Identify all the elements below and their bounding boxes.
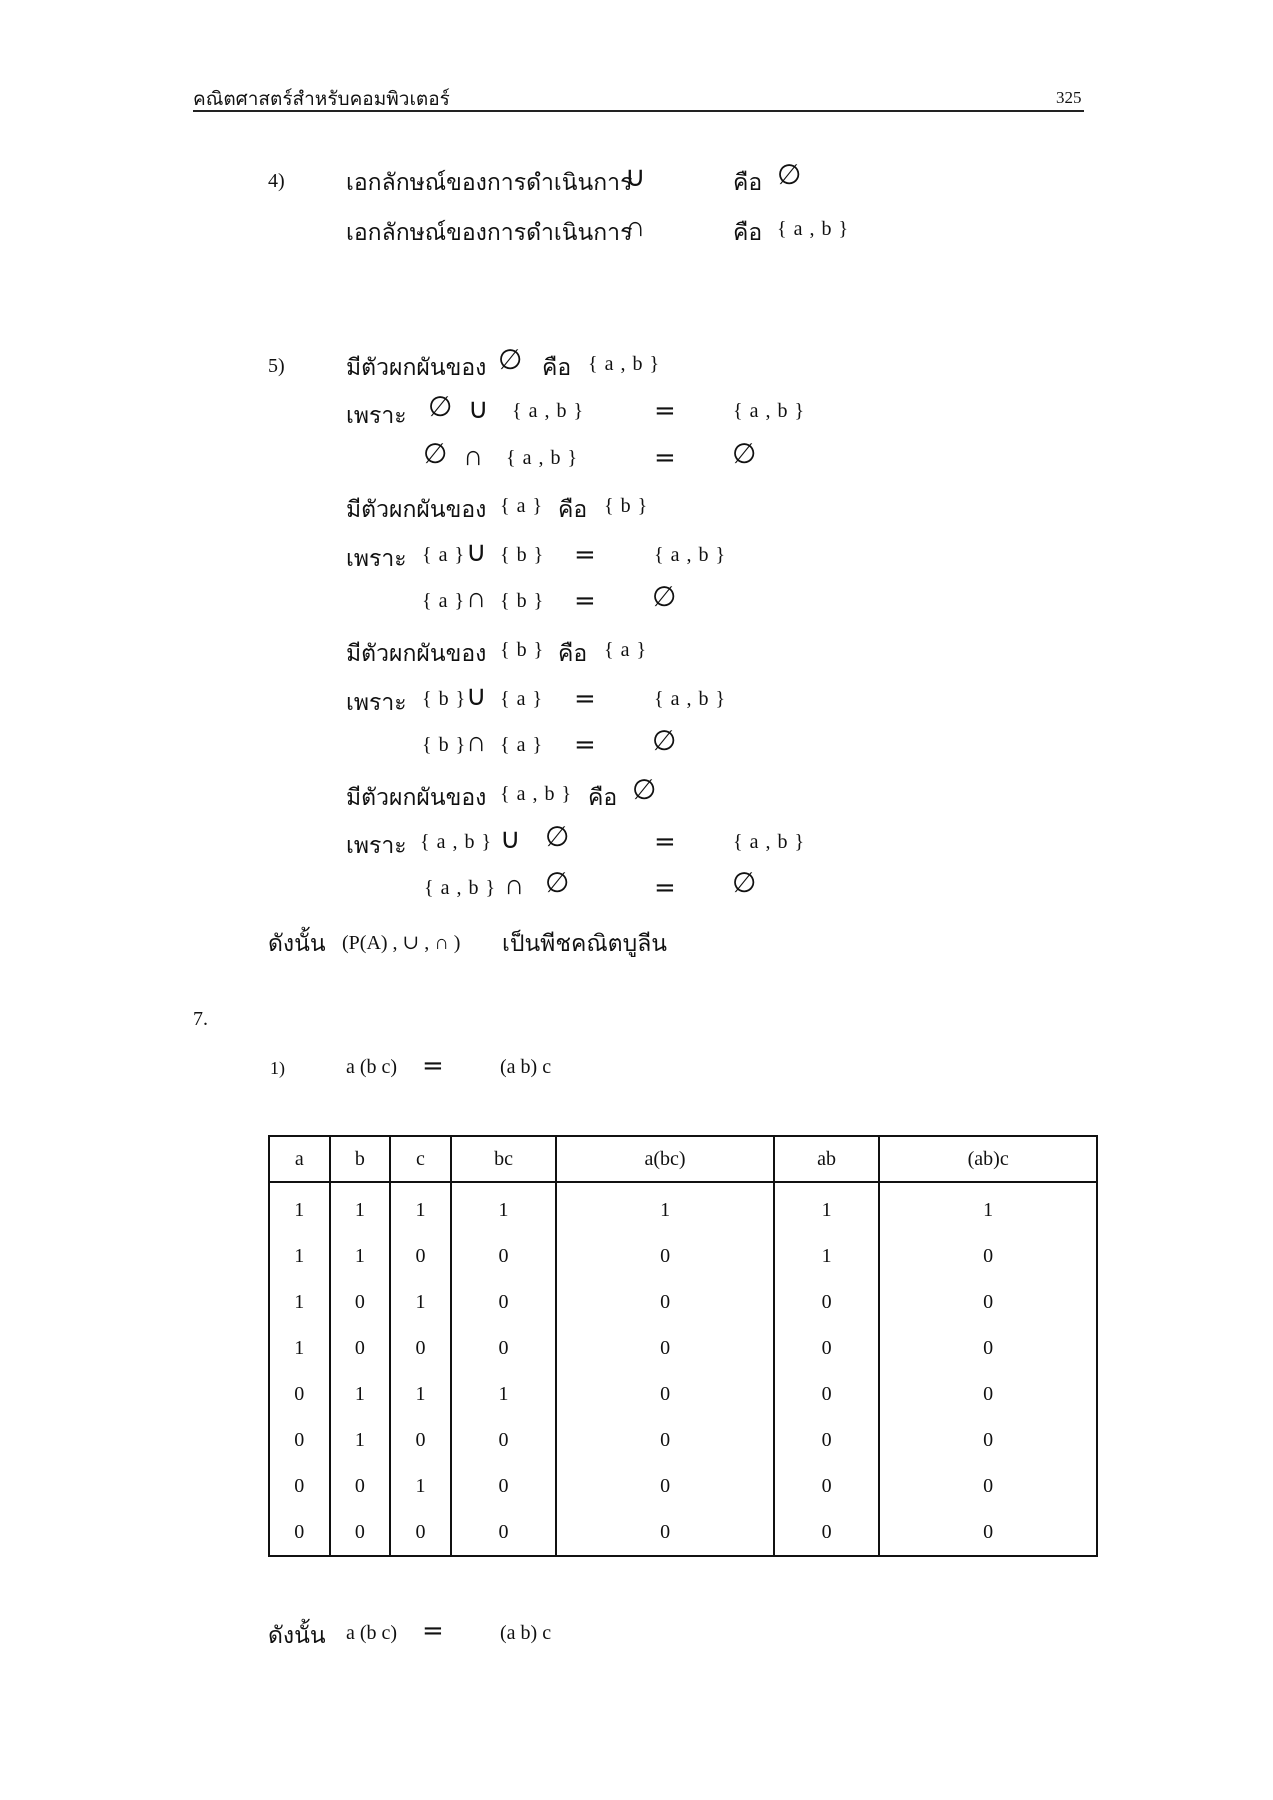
equals-sign: = [574, 730, 596, 760]
table-cell: 1 [451, 1371, 557, 1417]
column-header-b: b [330, 1136, 391, 1182]
column-header-ab-c: (ab)c [879, 1136, 1097, 1182]
table-cell: 1 [330, 1371, 391, 1417]
table-cell: 1 [330, 1417, 391, 1463]
inverse-element: { a } [500, 495, 544, 517]
is-text: คือ [588, 785, 618, 810]
because-text: เพราะ [346, 546, 407, 571]
union-symbol: ∪ [468, 392, 489, 425]
table-cell: 0 [390, 1325, 451, 1371]
item-4-label: 4) [268, 170, 285, 192]
inverse-value: { b } [604, 495, 649, 517]
table-cell: 0 [269, 1463, 330, 1509]
table-cell: 0 [774, 1463, 880, 1509]
operand-a: ∅ [423, 437, 448, 470]
conclusion-suffix: เป็นพีชคณิตบูลีน [502, 931, 668, 956]
union-symbol: ∪ [466, 535, 487, 568]
table-cell: 1 [269, 1233, 330, 1279]
table-cell: 0 [330, 1279, 391, 1325]
table-cell: 1 [451, 1182, 557, 1233]
equals-sign: = [654, 827, 676, 857]
inverse-statement-prefix: มีตัวผกผันของ [346, 497, 487, 522]
table-row [269, 1371, 1097, 1417]
table-cell: 1 [390, 1279, 451, 1325]
column-header-a: a [269, 1136, 330, 1182]
table-cell: 0 [774, 1417, 880, 1463]
because-text: เพราะ [346, 403, 407, 428]
item-7-label: 7. [193, 1008, 208, 1030]
operand-b: { a } [500, 688, 544, 710]
table-cell: 0 [269, 1371, 330, 1417]
table-row [269, 1417, 1097, 1463]
union-symbol: ∪ [625, 160, 646, 193]
table-row [269, 1509, 1097, 1556]
table-cell: 0 [879, 1509, 1097, 1556]
equals-sign: = [654, 873, 676, 903]
union-symbol: ∪ [466, 679, 487, 712]
table-cell: 0 [879, 1279, 1097, 1325]
result-value: { a , b } [733, 831, 806, 853]
table-row [269, 1182, 1097, 1233]
table-cell: 1 [390, 1182, 451, 1233]
truth-table [268, 1135, 1098, 1557]
table-cell: 0 [390, 1509, 451, 1556]
equals-sign: = [654, 443, 676, 473]
inverse-statement-prefix: มีตัวผกผันของ [346, 785, 487, 810]
table-cell: 0 [556, 1509, 774, 1556]
column-header-bc: bc [451, 1136, 557, 1182]
table-row [269, 1279, 1097, 1325]
boolean-structure: (P(A) , ∪ , ∩ ) [342, 932, 461, 954]
intersection-symbol: ∩ [625, 210, 646, 243]
operand-a: ∅ [428, 390, 453, 423]
table-cell: 0 [774, 1279, 880, 1325]
empty-set-symbol: ∅ [777, 158, 802, 191]
identity-value: { a , b } [777, 218, 850, 240]
table-cell: 0 [330, 1509, 391, 1556]
table-cell: 1 [390, 1371, 451, 1417]
inverse-value: { a , b } [588, 353, 661, 375]
identity-intersection-text: เอกลักษณ์ของการดำเนินการ [346, 220, 633, 245]
equals-sign: = [422, 1051, 444, 1081]
table-cell: 1 [330, 1233, 391, 1279]
table-cell: 0 [451, 1417, 557, 1463]
operand-a: { a , b } [424, 877, 497, 899]
conclusion-prefix: ดังนั้น [268, 1623, 326, 1648]
table-cell: 0 [451, 1279, 557, 1325]
table-cell: 0 [556, 1463, 774, 1509]
equals-sign: = [574, 540, 596, 570]
table-cell: 0 [451, 1233, 557, 1279]
table-cell: 0 [879, 1417, 1097, 1463]
table-cell: 1 [269, 1182, 330, 1233]
table-cell: 0 [879, 1233, 1097, 1279]
page-number: 325 [1056, 88, 1082, 107]
operand-b: { b } [500, 590, 545, 612]
equation-rhs: (a b) c [500, 1622, 552, 1644]
table-cell: 0 [556, 1279, 774, 1325]
table-cell: 0 [556, 1233, 774, 1279]
inverse-statement-prefix: มีตัวผกผันของ [346, 641, 487, 666]
table-cell: 1 [330, 1182, 391, 1233]
table-cell: 1 [269, 1325, 330, 1371]
table-cell: 0 [556, 1371, 774, 1417]
table-cell: 0 [330, 1325, 391, 1371]
equation-rhs: (a b) c [500, 1056, 552, 1078]
table-cell: 0 [556, 1417, 774, 1463]
sub-item-1-label: 1) [270, 1058, 285, 1078]
result-value: { a , b } [733, 400, 806, 422]
table-cell: 1 [774, 1233, 880, 1279]
table-cell: 1 [390, 1463, 451, 1509]
equation-lhs: a (b c) [346, 1622, 398, 1644]
table-cell: 0 [774, 1325, 880, 1371]
equals-sign: = [422, 1616, 444, 1646]
result-value: ∅ [732, 437, 757, 470]
column-header-c: c [390, 1136, 451, 1182]
table-cell: 1 [774, 1182, 880, 1233]
intersection-symbol: ∩ [504, 868, 525, 901]
table-cell: 0 [879, 1325, 1097, 1371]
operand-b: { a , b } [506, 447, 579, 469]
table-cell: 0 [451, 1463, 557, 1509]
table-cell: 0 [451, 1509, 557, 1556]
inverse-element: ∅ [498, 343, 523, 376]
inverse-element: { b } [500, 639, 545, 661]
equation-lhs: a (b c) [346, 1056, 398, 1078]
result-value: { a , b } [654, 544, 727, 566]
inverse-statement-prefix: มีตัวผกผันของ [346, 355, 487, 380]
is-text: คือ [542, 355, 572, 380]
result-value: ∅ [652, 724, 677, 757]
equals-sign: = [574, 684, 596, 714]
operand-a: { a } [422, 590, 466, 612]
table-cell: 1 [879, 1182, 1097, 1233]
is-text: คือ [558, 497, 588, 522]
operand-a: { a } [422, 544, 466, 566]
inverse-element: { a , b } [500, 783, 573, 805]
table-cell: 0 [390, 1417, 451, 1463]
equals-sign: = [654, 396, 676, 426]
identity-union-text: เอกลักษณ์ของการดำเนินการ [346, 170, 633, 195]
table-row [269, 1463, 1097, 1509]
inverse-value: { a } [604, 639, 648, 661]
operand-a: { b } [422, 734, 467, 756]
column-header-a-bc: a(bc) [556, 1136, 774, 1182]
table-cell: 0 [269, 1417, 330, 1463]
is-text: คือ [733, 170, 763, 195]
is-text: คือ [733, 220, 763, 245]
table-cell: 0 [879, 1371, 1097, 1417]
operand-b: { a } [500, 734, 544, 756]
table-cell: 0 [879, 1463, 1097, 1509]
because-text: เพราะ [346, 833, 407, 858]
intersection-symbol: ∩ [466, 725, 487, 758]
column-header-ab: ab [774, 1136, 880, 1182]
operand-b: { b } [500, 544, 545, 566]
operand-a: { a , b } [420, 831, 493, 853]
is-text: คือ [558, 641, 588, 666]
inverse-value: ∅ [632, 773, 657, 806]
operand-a: { b } [422, 688, 467, 710]
table-cell: 1 [269, 1279, 330, 1325]
result-value: ∅ [732, 866, 757, 899]
table-cell: 0 [269, 1509, 330, 1556]
table-cell: 0 [556, 1325, 774, 1371]
header-rule [193, 110, 1084, 112]
table-cell: 0 [774, 1371, 880, 1417]
table-cell: 0 [390, 1233, 451, 1279]
table-cell: 0 [330, 1463, 391, 1509]
table-cell: 0 [774, 1509, 880, 1556]
intersection-symbol: ∩ [466, 581, 487, 614]
running-header-title: คณิตศาสตร์สำหรับคอมพิวเตอร์ [193, 89, 450, 110]
table-row [269, 1233, 1097, 1279]
operand-b: ∅ [545, 866, 570, 899]
result-value: { a , b } [654, 688, 727, 710]
because-text: เพราะ [346, 690, 407, 715]
equals-sign: = [574, 586, 596, 616]
operand-b: ∅ [545, 820, 570, 853]
intersection-symbol: ∩ [463, 439, 484, 472]
table-row [269, 1325, 1097, 1371]
table-header-row [269, 1136, 1097, 1182]
operand-b: { a , b } [512, 400, 585, 422]
result-value: ∅ [652, 580, 677, 613]
table-cell: 0 [451, 1325, 557, 1371]
conclusion-prefix: ดังนั้น [268, 931, 326, 956]
table-cell: 1 [556, 1182, 774, 1233]
item-5-label: 5) [268, 355, 285, 377]
union-symbol: ∪ [500, 822, 521, 855]
